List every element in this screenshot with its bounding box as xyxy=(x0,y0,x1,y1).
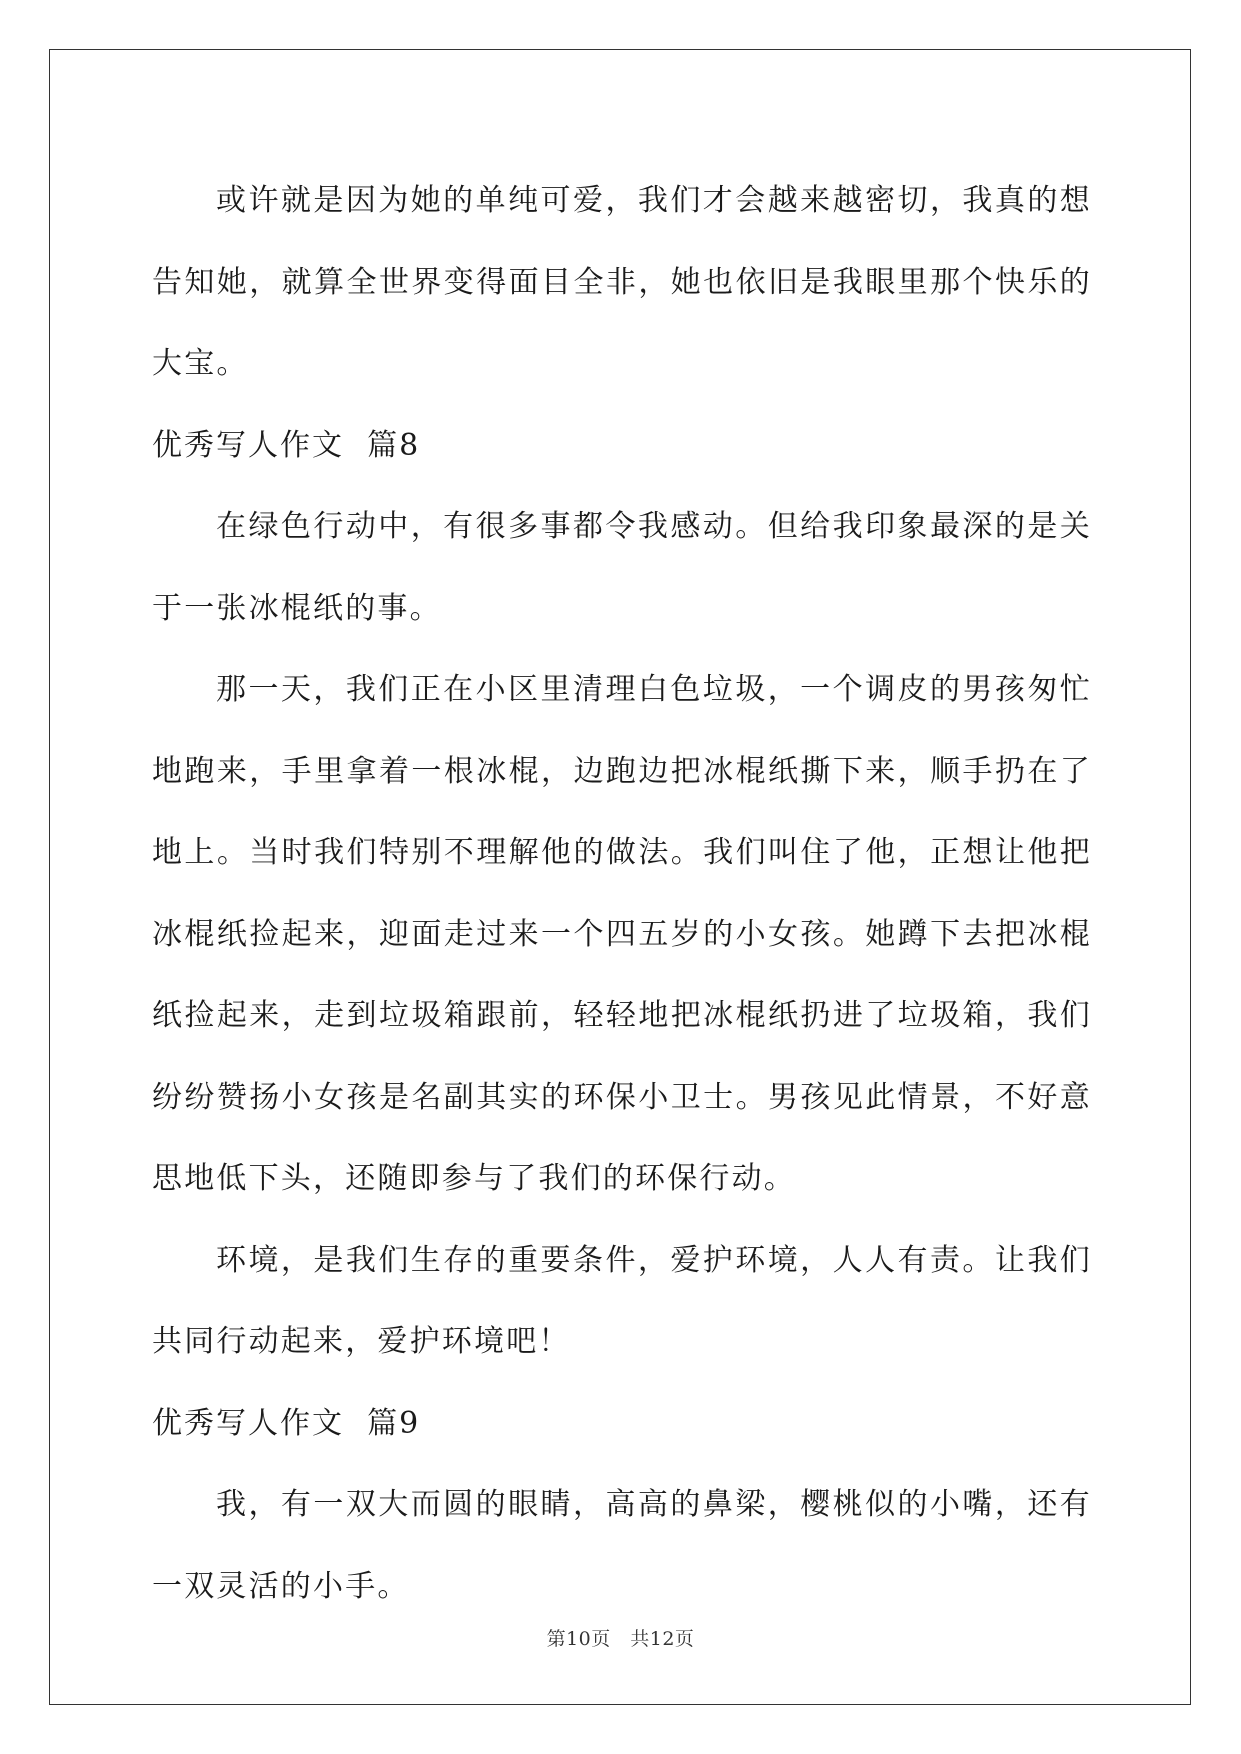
section-heading: 优秀写人作文 篇9 xyxy=(152,1405,421,1441)
paragraph: 或许就是因为她的单纯可爱，我们才会越来越密切，我真的想告知她，就算全世界变得面目全非，她也依旧是我眼里那个快乐的大宝。 xyxy=(152,183,1092,381)
paragraph: 环境，是我们生存的重要条件，爱护环境，人人有责。让我们共同行动起来，爱护环境吧！ xyxy=(152,1242,1092,1359)
paragraph: 我，有一双大而圆的眼睛，高高的鼻梁，樱桃似的小嘴，还有一双灵活的小手。 xyxy=(152,1487,1092,1604)
document-body xyxy=(152,160,1092,1627)
page-number-footer: 第10页 共12页 xyxy=(546,1628,695,1650)
section-heading: 优秀写人作文 篇8 xyxy=(152,427,421,463)
paragraph: 那一天，我们正在小区里清理白色垃圾，一个调皮的男孩匆忙地跑来，手里拿着一根冰棍，边跑边把冰棍纸撕下来，顺手扔在了地上。当时我们特别不理解他的做法。我们叫住了他，正想让他把冰棍纸捡起来，迎面走过来一个四五岁的小女孩。她蹲下去把冰棍纸捡起来，走到垃圾箱跟前，轻轻地把冰棍纸扔进了垃圾箱，我们纷纷赞扬小女孩是名副其实的环保小卫士。男孩见此情景，不好意思地低下头，还随即参与了我们的环保行动。 xyxy=(152,672,1092,1196)
paragraph: 在绿色行动中，有很多事都令我感动。但给我印象最深的是关于一张冰棍纸的事。 xyxy=(152,509,1092,626)
